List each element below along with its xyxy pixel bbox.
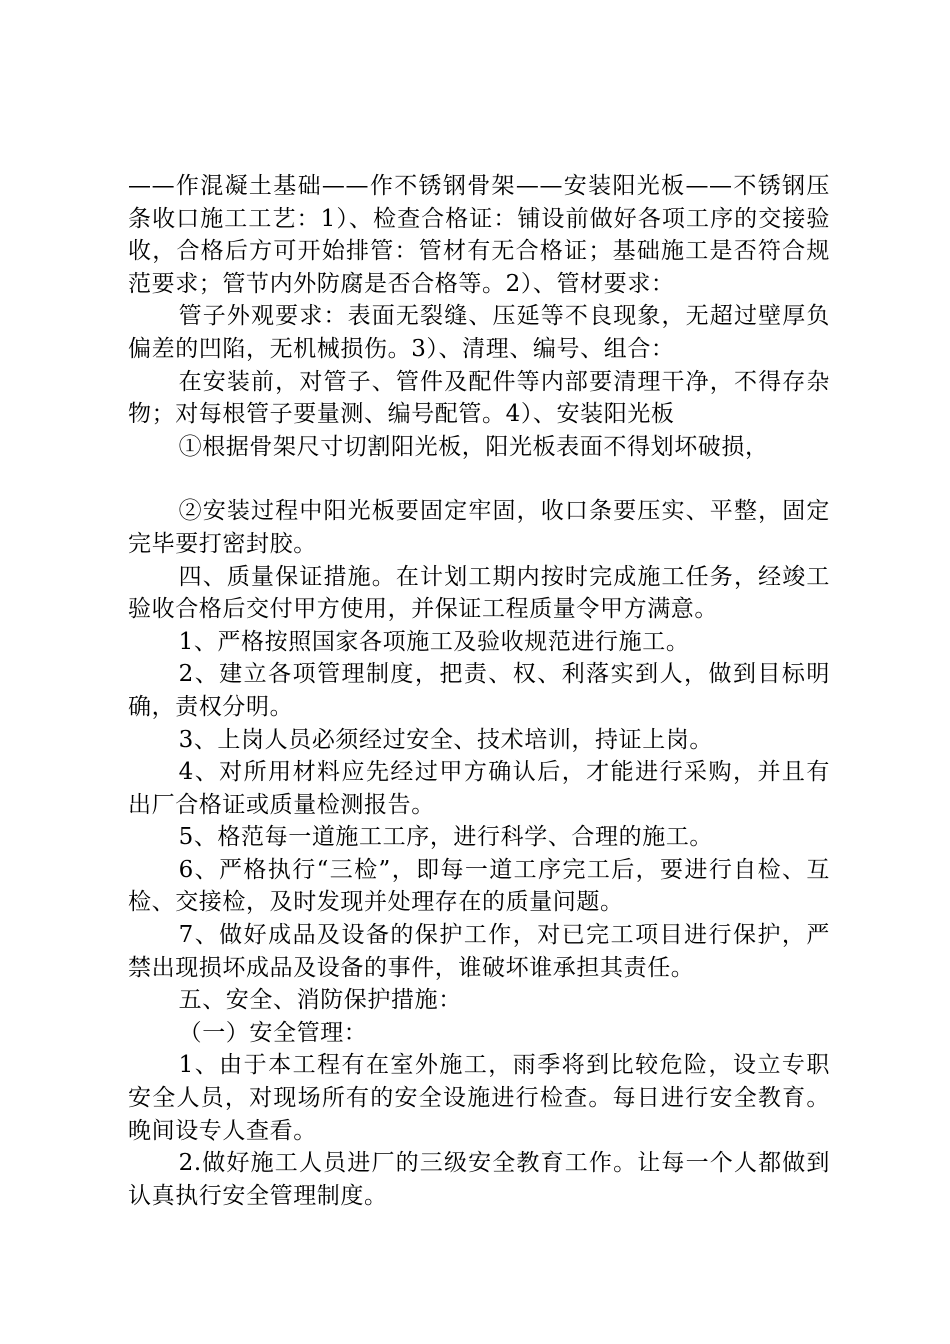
- paragraph-cut-panel: ①根据骨架尺寸切割阳光板，阳光板表面不得划坏破损，: [178, 433, 769, 460]
- paragraph-quality-item-3: 3、上岗人员必须经过安全、技术培训，持证上岗。: [178, 726, 714, 753]
- paragraph-quality-item-5: 5、格范每一道施工工序，进行科学、合理的施工。: [178, 824, 714, 851]
- paragraph-safety-heading: 五、安全、消防保护措施：: [178, 987, 462, 1014]
- paragraph-quality-item-4: 4、对所用材料应先经过甲方确认后，才能进行采购，并且有出厂合格证或质量检测报告。: [128, 759, 830, 818]
- paragraph-safety-subheading: （一）安全管理：: [178, 1019, 368, 1046]
- paragraph-quality-item-1: 1、严格按照国家各项施工及验收规范进行施工。: [178, 628, 690, 655]
- paragraph-cleaning: 在安装前，对管子、管件及配件等内部要清理干净，不得存杂物；对每根管子要量测、编号配管。4）、安装阳光板: [128, 368, 830, 428]
- paragraph-safety-item-1: 1、由于本工程有在室外施工，雨季将到比较危险，设立专职安全人员，对现场所有的安全设施进行检查。每日进行安全教育。晚间设专人查看。: [128, 1052, 830, 1144]
- paragraph-pipe-appearance: 管子外观要求：表面无裂缝、压延等不良现象，无超过壁厚负偏差的凹陷，无机械损伤。3）、清理、编号、组合：: [128, 303, 830, 362]
- paragraph-quality-heading: 四、质量保证措施。在计划工期内按时完成施工任务，经竣工验收合格后交付甲方使用，并保证工程质量令甲方满意。: [128, 563, 830, 623]
- paragraph-fix-panel: ②安装过程中阳光板要固定牢固，收口条要压实、平整，固定完毕要打密封胶。: [128, 498, 830, 557]
- paragraph-safety-item-2: 2.做好施工人员进厂的三级安全教育工作。让每一个人都做到认真执行安全管理制度。: [128, 1150, 830, 1209]
- blank-line: [128, 463, 830, 495]
- paragraph-quality-item-7: 7、做好成品及设备的保护工作，对已完工项目进行保护，严禁出现损坏成品及设备的事件，谁破坏谁承担其责任。: [128, 922, 830, 981]
- paragraph-quality-item-2: 2、建立各项管理制度，把责、权、利落实到人，做到目标明确，责权分明。: [128, 661, 830, 720]
- paragraph-quality-item-6: 6、严格执行“三检”，即每一道工序完工后，要进行自检、互检、交接检，及时发现并处理存在的质量问题。: [128, 856, 830, 916]
- document-body: [128, 170, 830, 1212]
- paragraph-construction-process: ——作混凝土基础——作不锈钢骨架——安装阳光板——不锈钢压条收口施工工艺：1）、检查合格证：铺设前做好各项工序的交接验收，合格后方可开始排管：管材有无合格证；基础施工是否符合规范要求；管节内外防腐是否合格等。2）、管材要求：: [128, 173, 830, 297]
